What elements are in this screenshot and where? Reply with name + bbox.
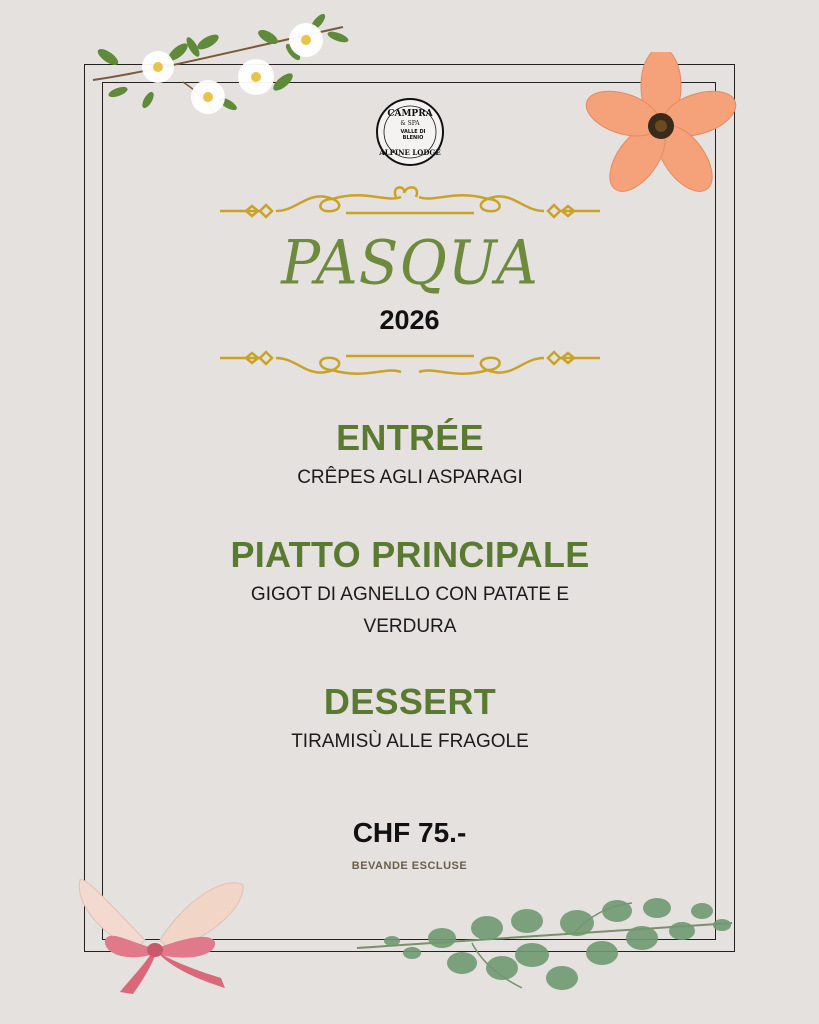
orange-flower-decoration — [585, 52, 745, 197]
menu-title-text: PASQUA — [280, 228, 539, 297]
white-flower-branch-decoration — [88, 12, 353, 127]
section-item: CRÊPES AGLI ASPARAGI — [297, 466, 523, 488]
logo-text-blenio: BLENIO — [402, 135, 424, 141]
section-heading: ENTRÉE — [336, 417, 484, 458]
logo-text-alpine-lodge: ALPINE LODGE — [379, 148, 441, 157]
section-dessert — [150, 682, 670, 758]
section-heading: PIATTO PRINCIPALE — [230, 534, 590, 575]
eucalyptus-branch-decoration — [352, 893, 737, 1003]
section-entree — [150, 418, 670, 494]
section-item: GIGOT DI AGNELLO CON PATATE E — [250, 583, 570, 605]
section-item: TIRAMISÙ ALLE FRAGOLE — [291, 730, 529, 752]
logo-text-campra: CAMPRA — [387, 109, 433, 119]
campra-alpine-lodge-logo — [375, 97, 445, 167]
menu-year: 2026 — [379, 305, 440, 335]
pink-bow-decoration — [75, 870, 250, 1000]
section-item: VERDURA — [363, 615, 457, 637]
gold-ornament-bottom — [216, 346, 604, 386]
menu-price: CHF 75.- — [352, 817, 467, 848]
price-note: BEVANDE ESCLUSE — [351, 860, 468, 872]
logo-text-valle: VALLE DI — [400, 129, 426, 135]
section-heading: DESSERT — [323, 681, 497, 722]
logo-text-spa: & SPA — [400, 120, 420, 127]
menu-title — [0, 212, 819, 297]
section-piatto-principale — [150, 535, 670, 643]
